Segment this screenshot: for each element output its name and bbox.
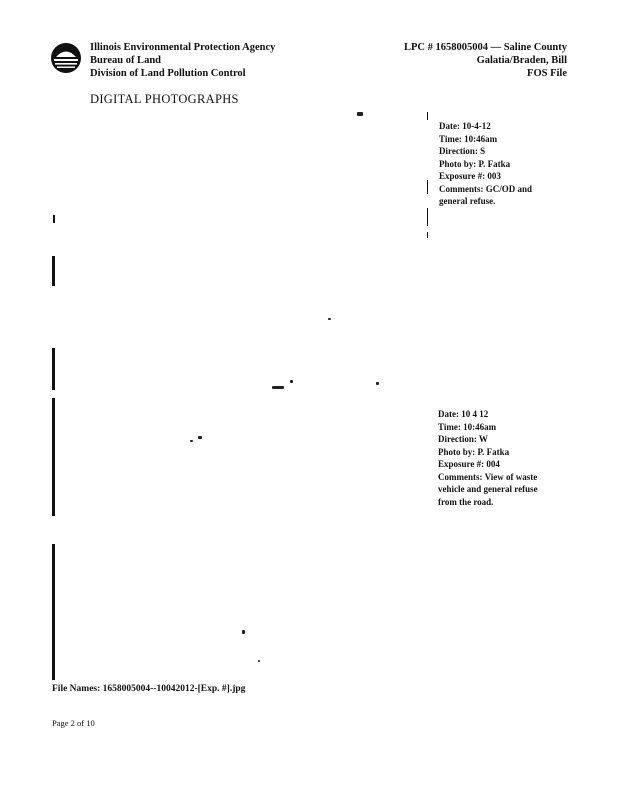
- bureau-name: Bureau of Land: [90, 55, 161, 66]
- scan-artifact-line: [427, 112, 428, 120]
- photo-info-2: [438, 408, 538, 508]
- photo-date: Date: 10-4-12: [439, 121, 491, 131]
- scan-artifact-bar: [53, 215, 55, 223]
- scan-artifact-speck: [290, 380, 293, 383]
- agency-name: Illinois Environmental Protection Agency: [90, 42, 276, 53]
- scan-artifact-speck: [272, 386, 284, 389]
- photo-comments-cont: general refuse.: [439, 196, 496, 206]
- scan-artifact-speck: [376, 382, 379, 385]
- photo-date: Date: 10 4 12: [438, 409, 489, 419]
- photo-time: Time: 10:46am: [439, 133, 498, 144]
- photo-direction: Direction: W: [438, 434, 488, 444]
- file-type: FOS File: [527, 68, 567, 79]
- case-header: [404, 41, 567, 80]
- photo-comments-cont: vehicle and general refuse: [438, 484, 538, 494]
- scan-artifact-speck: [242, 630, 245, 634]
- photo-direction: Direction: S: [439, 146, 486, 156]
- photo-by: Photo by: P. Fatka: [438, 446, 510, 457]
- file-names: File Names: 1658005004--10042012-[Exp. #].jpg: [52, 684, 246, 694]
- scan-artifact-speck: [328, 318, 331, 320]
- photo-comments: Comments: View of waste: [438, 471, 538, 482]
- scan-artifact-bar: [52, 398, 55, 516]
- section-title: DIGITAL PHOTOGRAPHS: [90, 92, 239, 106]
- scan-artifact-speck: [190, 440, 193, 442]
- scan-artifact-line: [427, 232, 428, 238]
- photo-exposure: Exposure #: 003: [439, 171, 501, 181]
- scan-artifact-bar: [52, 256, 55, 286]
- scan-artifact-line: [427, 180, 428, 194]
- photo-comments-cont: from the road.: [438, 496, 494, 507]
- photo-info-1: [439, 120, 532, 208]
- page-number: Page 2 of 10: [52, 718, 95, 728]
- scan-artifact-speck: [198, 436, 202, 439]
- photo-comments: Comments: GC/OD and: [439, 183, 533, 194]
- scan-artifact-speck: [357, 112, 363, 116]
- scan-artifact-speck: [258, 660, 260, 662]
- division-name: Division of Land Pollution Control: [90, 68, 246, 79]
- photo-exposure: Exposure #: 004: [438, 459, 500, 469]
- agency-header: [90, 41, 275, 80]
- lpc-number: LPC # 1658005004 — Saline County: [403, 42, 567, 53]
- site-name: Galatia/Braden, Bill: [476, 55, 567, 66]
- scan-artifact-bar: [52, 348, 55, 390]
- scan-artifact-line: [427, 208, 428, 226]
- scan-artifact-bar: [52, 544, 55, 680]
- iepa-logo-icon: [50, 42, 82, 74]
- photo-time: Time: 10:46am: [438, 421, 497, 432]
- photo-by: Photo by: P. Fatka: [439, 158, 511, 169]
